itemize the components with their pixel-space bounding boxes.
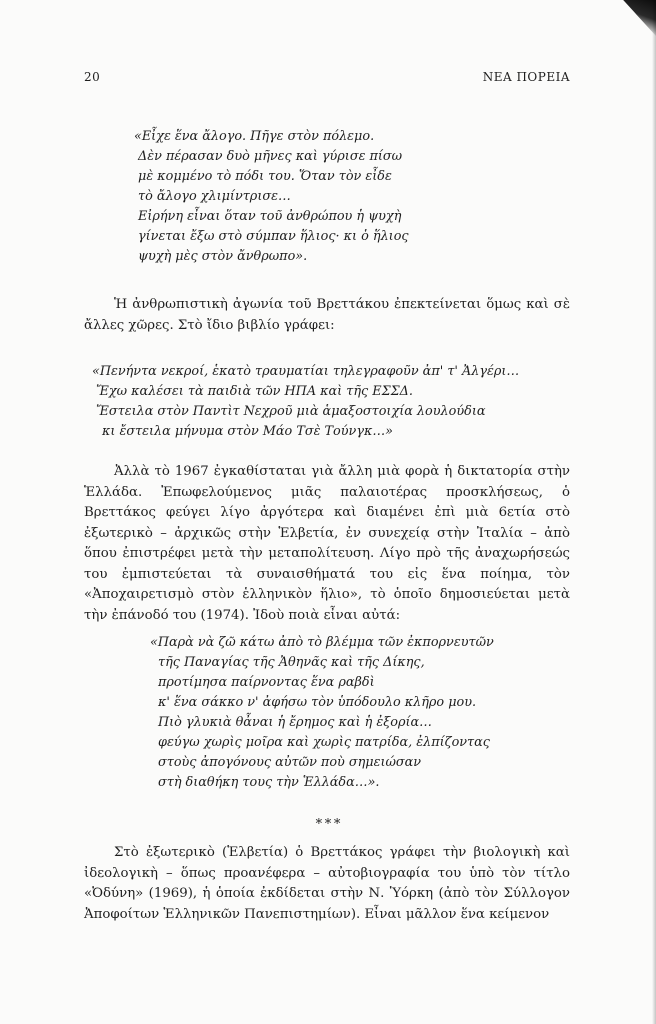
poem-line: φεύγω χωρὶς μοῖρα καὶ χωρὶς πατρίδα, ἐλπίζοντας <box>158 735 490 750</box>
poem-line: Πιὸ γλυκιὰ θἆναι ἡ ἔρημος καὶ ἡ ἐξορία… <box>158 715 432 730</box>
poem-line: Ἔχω καλέσει τὰ παιδιὰ τῶν ΗΠΑ καὶ τῆς ΕΣΣΔ. <box>96 384 413 399</box>
body-paragraph-3: Στὸ ἐξωτερικὸ (Ἑλβετία) ὁ Βρεττάκος γράφει τὴν βιολογικὴ καὶ ἰδεολογικὴ – ὅπως προανέφερα – αὐτοβιογραφία του ὑπὸ τὸν τίτλο «Ὀδύνη» (1969), ἡ ὁποία ἐκδίδεται στὴν Ν. Ὑόρκη (ἀπὸ τὸν Σύλλογον Ἀποφοίτων Ἑλληνικῶν Πανεπιστημίων). Εἶναι μᾶλλον ἕνα κείμενον <box>84 845 570 922</box>
poem-line: κι ἔστειλα μήνυμα στὸν Μάο Τσὲ Τούνγκ…» <box>102 424 393 439</box>
running-head: ΝΕΑ ΠΟΡΕΙΑ <box>482 70 570 84</box>
page-number: 20 <box>84 70 101 84</box>
poem-line: στοὺς ἀπογόνους αὐτῶν ποὺ σημειώσαν <box>158 755 422 770</box>
body-paragraph-2: Ἀλλὰ τὸ 1967 ἐγκαθίσταται γιὰ ἄλλη μιὰ φορὰ ἡ δικτατορία στὴν Ἑλλάδα. Ἐπωφελούμενος μιᾶς παλαιοτέρας προσκλήσεως, ὁ Βρεττάκος φεύγει λίγο ἀργότερα καὶ διαμένει ἐπὶ μιὰ 6ετία στὸ ἐξωτερικὸ – ἀρχικῶς στὴν Ἑλβετία, ἐν συνεχείᾳ στὴν Ἰταλία – ἀπὸ ὅπου ἐπιστρέφει μετὰ τὴν μεταπολίτευση. Λίγο πρὸ τῆς ἀναχωρήσεώς του ἐμπιστεύεται τὰ συναισθήματά του εἰς ἕνα ποίημα, τὸν «Ἀποχαιρετισμὸ στὸν ἑλληνικὸν ἥλιο», τὸ ὁποῖο δημοσιεύεται μετὰ τὴν ἐπάνοδό του (1974). Ἰδοὺ ποιὰ εἶναι αὐτά: <box>84 464 570 623</box>
page-edge-shadow <box>652 0 656 1024</box>
section-separator: * * * <box>315 817 341 832</box>
poem-line: στὴ διαθήκη τους τὴν Ἑλλάδα…». <box>158 775 380 790</box>
poem-line: «Εἶχε ἕνα ἄλογο. Πῆγε στὸν πόλεμο. <box>134 129 375 144</box>
page-corner-shadow <box>616 0 656 36</box>
poem-line: Δὲν πέρασαν δυὸ μῆνες καὶ γύρισε πίσω <box>138 149 403 164</box>
poem-line: γίνεται ἔξω στὸ σύμπαν ἥλιος· κι ὁ ἥλιος <box>138 229 409 244</box>
poem-line: τῆς Παναγίας τῆς Ἀθηνᾶς καὶ τῆς Δίκης, <box>158 655 425 670</box>
poem-excerpt-2 <box>92 362 519 442</box>
poem-line: κ' ἕνα σάκκο ν' ἀφήσω τὸν ὑπόδουλο κλῆρο μου. <box>158 695 477 710</box>
body-paragraph-1: Ἡ ἀνθρωπιστικὴ ἀγωνία τοῦ Βρεττάκου ἐπεκτείνεται ὅμως καὶ σὲ ἄλλες χῶρες. Στὸ ἴδιο βιβλίο γράφει: <box>84 297 570 333</box>
poem-line: ψυχὴ μὲς στὸν ἄνθρωπο». <box>138 249 308 264</box>
poem-line: «Παρὰ νὰ ζῶ κάτω ἀπὸ τὸ βλέμμα τῶν ἐκπορνευτῶν <box>150 635 494 650</box>
poem-line: μὲ κομμένο τὸ πόδι του. Ὅταν τὸν εἶδε <box>138 169 392 184</box>
page-header <box>84 70 570 88</box>
poem-line: Εἰρήνη εἶναι ὅταν τοῦ ἀνθρώπου ἡ ψυχὴ <box>138 209 402 224</box>
poem-line: προτίμησα παίρνοντας ἕνα ραβδὶ <box>158 675 375 690</box>
poem-excerpt-1 <box>134 127 409 267</box>
poem-line: Ἔστειλα στὸν Παντὶτ Νεχροῦ μιὰ ἁμαξοστοιχία λουλούδια <box>96 404 486 419</box>
poem-excerpt-3 <box>150 633 494 793</box>
poem-line: τὸ ἄλογο χλιμίντρισε… <box>138 189 291 204</box>
poem-line: «Πενήντα νεκροί, ἑκατὸ τραυματίαι τηλεγραφοῦν ἀπ' τ' Ἀλγέρι… <box>92 364 520 379</box>
